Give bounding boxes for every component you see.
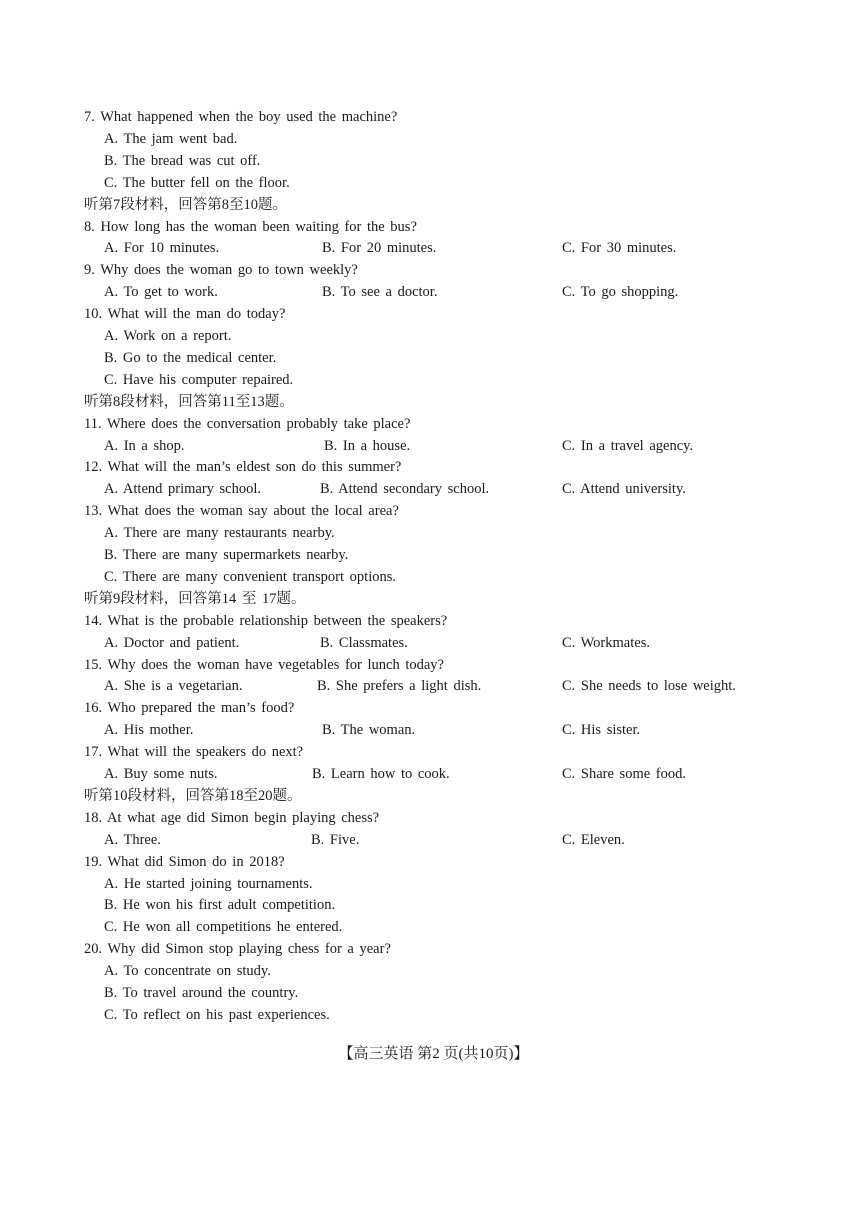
options-row (104, 237, 807, 259)
section-instruction: 听第7段材料，回答第8至10题。 (84, 196, 287, 213)
option-line: A. The jam went bad. (104, 130, 238, 147)
option-b: B. The woman. (322, 722, 416, 739)
option-a: A. Doctor and patient. (104, 634, 240, 651)
option-a: A. For 10 minutes. (104, 240, 220, 257)
option-line: B. To travel around the country. (104, 985, 299, 1001)
question-stem: 19. What did Simon do in 2018? (84, 853, 285, 870)
option-c: C. To go shopping. (562, 284, 679, 301)
option-c: C. His sister. (562, 722, 641, 739)
options-row (104, 478, 807, 500)
option-a: A. In a shop. (104, 437, 185, 454)
option-a: A. To get to work. (104, 284, 218, 301)
option-b: B. Classmates. (320, 634, 408, 651)
option-b: B. For 20 minutes. (322, 240, 437, 257)
options-row (104, 632, 807, 654)
option-a: A. His mother. (104, 722, 194, 739)
option-line: A. To concentrate on study. (104, 963, 271, 980)
question-stem: 8. How long has the woman been waiting for the bus? (84, 218, 417, 235)
option-a: A. Three. (104, 831, 161, 848)
option-line: C. There are many convenient transport options. (104, 568, 396, 585)
option-b: B. Five. (311, 831, 360, 848)
option-line: B. There are many supermarkets nearby. (104, 547, 349, 563)
question-stem: 15. Why does the woman have vegetables for lunch today? (84, 656, 444, 673)
option-b: B. Learn how to cook. (312, 766, 450, 782)
option-a: A. Buy some nuts. (104, 766, 218, 782)
option-line: B. The bread was cut off. (104, 152, 261, 169)
question-stem: 13. What does the woman say about the local area? (84, 503, 399, 520)
question-stem: 14. What is the probable relationship between the speakers? (84, 612, 448, 629)
question-stem: 12. What will the man’s eldest son do this summer? (84, 459, 402, 476)
question-stem: 20. Why did Simon stop playing chess for a year? (84, 941, 391, 958)
section-instruction: 听第9段材料，回答第14 至 17题。 (84, 590, 306, 607)
option-line: A. There are many restaurants nearby. (104, 525, 335, 542)
option-line: A. Work on a report. (104, 328, 232, 344)
option-line: C. Have his computer repaired. (104, 371, 294, 388)
section-instruction: 听第10段材料，回答第18至20题。 (84, 787, 302, 804)
option-b: B. To see a doctor. (322, 284, 438, 301)
option-line: B. Go to the medical center. (104, 349, 277, 366)
page-footer: 【高三英语 第2 页(共10页)】 (338, 1046, 529, 1062)
option-a: A. She is a vegetarian. (104, 678, 243, 695)
option-line: A. He started joining tournaments. (104, 875, 313, 892)
section-instruction: 听第8段材料，回答第11至13题。 (84, 393, 294, 410)
options-row (104, 719, 807, 741)
question-stem: 17. What will the speakers do next? (84, 744, 304, 761)
option-c: C. For 30 minutes. (562, 240, 677, 257)
option-c: C. Workmates. (562, 634, 650, 651)
option-c: C. Eleven. (562, 831, 625, 848)
question-stem: 11. Where does the conversation probably take place? (84, 415, 411, 432)
option-c: C. Attend university. (562, 481, 686, 498)
option-b: B. Attend secondary school. (320, 481, 490, 498)
option-line: C. To reflect on his past experiences. (104, 1006, 330, 1023)
option-b: B. In a house. (324, 437, 411, 454)
option-c: C. In a travel agency. (562, 437, 694, 454)
question-stem: 18. At what age did Simon begin playing chess? (84, 809, 380, 826)
question-stem: 10. What will the man do today? (84, 306, 286, 323)
option-b: B. She prefers a light dish. (317, 678, 482, 695)
options-row (104, 763, 807, 785)
options-row (104, 281, 807, 303)
question-stem: 7. What happened when the boy used the machine? (84, 109, 398, 125)
options-row (104, 829, 807, 851)
question-stem: 16. Who prepared the man’s food? (84, 700, 295, 717)
option-line: C. The butter fell on the floor. (104, 174, 290, 191)
option-line: C. He won all competitions he entered. (104, 919, 343, 936)
options-row (104, 675, 807, 697)
options-row (104, 435, 807, 457)
option-a: A. Attend primary school. (104, 481, 262, 498)
option-line: B. He won his first adult competition. (104, 897, 336, 914)
option-c: C. She needs to lose weight. (562, 678, 736, 695)
option-c: C. Share some food. (562, 766, 686, 782)
question-stem: 9. Why does the woman go to town weekly? (84, 262, 358, 279)
